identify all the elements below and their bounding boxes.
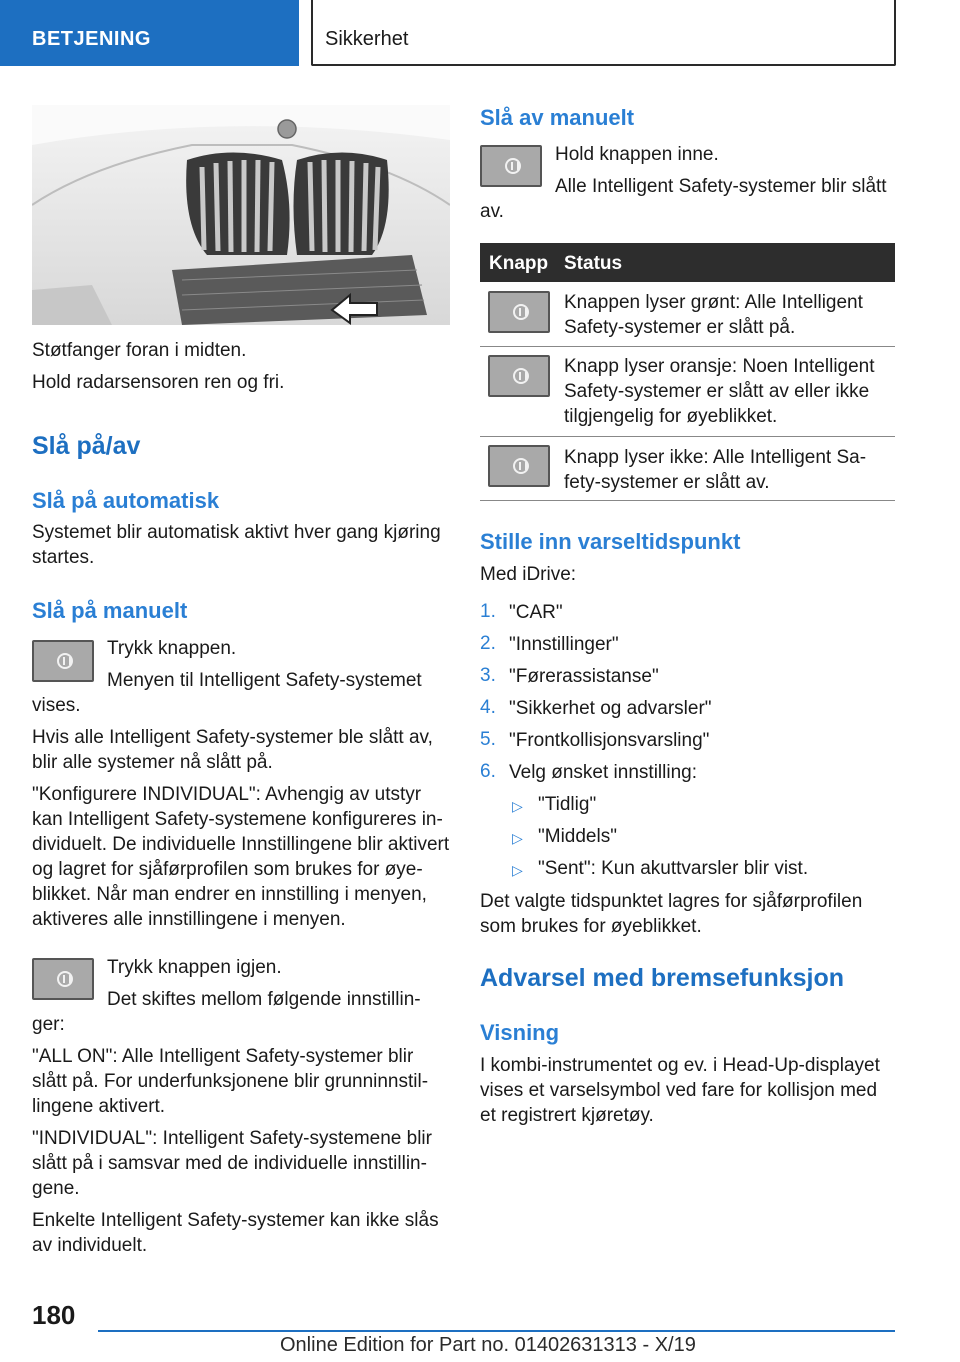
table-divider bbox=[480, 500, 895, 501]
table-row3-line1: Knapp lyser ikke: Alle Intelligent Sa- bbox=[564, 447, 867, 468]
safety-button-orange-image bbox=[488, 355, 550, 397]
cfg-text-line4: og lagret for sjåførprofilen som brukes for øye- bbox=[32, 859, 423, 880]
car-front-image bbox=[32, 105, 450, 325]
cfg-text-line2: kan Intelligent Safety-systemene konfigureres in- bbox=[32, 809, 443, 830]
press-text: Trykk knappen. bbox=[107, 638, 237, 659]
table-divider bbox=[480, 436, 895, 437]
safety-button-green-image bbox=[488, 291, 550, 333]
individual-text-line3: gene. bbox=[32, 1178, 80, 1199]
heading-brake-warning: Advarsel med bremsefunksjon bbox=[480, 964, 845, 992]
allon-text-line3: lingene aktivert. bbox=[32, 1096, 166, 1117]
section-title: BETJENING bbox=[32, 28, 151, 50]
table-row3-line2: fety-systemer er slått av. bbox=[564, 472, 770, 493]
heading-manual-off: Slå av manuelt bbox=[480, 105, 635, 130]
heading-warning-time: Stille inn varseltidspunkt bbox=[480, 529, 741, 554]
caption-bumper: Støtfanger foran i midten. bbox=[32, 340, 247, 361]
safety-button-icon bbox=[513, 368, 529, 384]
safety-button-image bbox=[32, 958, 94, 1000]
safety-button-off-image bbox=[488, 445, 550, 487]
step-number: 5. bbox=[480, 729, 496, 750]
chapter-tab bbox=[311, 0, 896, 66]
step-text: "Sikkerhet og advarsler" bbox=[509, 698, 712, 719]
footer-edition: Online Edition for Part no. 01402631313 - X/19 bbox=[280, 1334, 696, 1356]
safety-button-icon bbox=[513, 304, 529, 320]
cfg-text-line3: dividuelt. De individuelle Innstillingene blir aktivert bbox=[32, 834, 450, 855]
col-button-header: Knapp bbox=[489, 253, 549, 274]
step-text: "CAR" bbox=[509, 602, 563, 623]
step-text: "Frontkollisjonsvarsling" bbox=[509, 730, 710, 751]
step-number: 3. bbox=[480, 665, 496, 686]
individual-text-line1: "INDIVIDUAL": Intelligent Safety-systemene blir bbox=[32, 1128, 432, 1149]
single-text-line2: av individuelt. bbox=[32, 1235, 148, 1256]
heading-manual-on: Slå på manuelt bbox=[32, 598, 188, 623]
safety-button-icon bbox=[513, 458, 529, 474]
alloff-text-line1: Alle Intelligent Safety-systemer blir slått bbox=[555, 176, 887, 197]
step-text: Velg ønsket innstilling: bbox=[509, 762, 697, 783]
hold-text: Hold knappen inne. bbox=[555, 144, 719, 165]
bullet-triangle-icon: ▷ bbox=[512, 830, 523, 846]
menu-text-line2: vises. bbox=[32, 695, 81, 716]
option-text: "Tidlig" bbox=[538, 794, 597, 815]
table-row2-line1: Knapp lyser oransje: Noen Intelligent bbox=[564, 356, 875, 377]
table-row1-line2: Safety-systemer er slått på. bbox=[564, 317, 796, 338]
menu-text-line1: Menyen til Intelligent Safety-systemet bbox=[107, 670, 422, 691]
footer-divider bbox=[98, 1330, 895, 1332]
step-text: "Førerassistanse" bbox=[509, 666, 659, 687]
cfg-text-line1: "Konfigurere INDIVIDUAL": Avhengig av utstyr bbox=[32, 784, 422, 805]
table-row1-line1: Knappen lyser grønt: Alle Intelligent bbox=[564, 292, 863, 313]
display-text-line3: et registrert kjøretøy. bbox=[480, 1105, 654, 1126]
step-number: 6. bbox=[480, 761, 496, 782]
bullet-triangle-icon: ▷ bbox=[512, 862, 523, 878]
table-row2-line3: tilgjengelig for øyeblikket. bbox=[564, 406, 778, 427]
step-number: 4. bbox=[480, 697, 496, 718]
page-number: 180 bbox=[32, 1300, 76, 1330]
bullet-triangle-icon: ▷ bbox=[512, 798, 523, 814]
heading-display: Visning bbox=[480, 1020, 560, 1045]
display-text-line1: I kombi-instrumentet og ev. i Head-Up-displayet bbox=[480, 1055, 880, 1076]
off-text-line2: blir alle systemer nå slått på. bbox=[32, 752, 273, 773]
heading-auto: Slå på automatisk bbox=[32, 488, 220, 513]
auto-text-line2: startes. bbox=[32, 547, 95, 568]
auto-text-line1: Systemet blir automatisk aktivt hver gang kjøring bbox=[32, 522, 441, 543]
switch-text-line2: ger: bbox=[32, 1014, 65, 1035]
heading-on-off: Slå på/av bbox=[32, 432, 141, 460]
step-number: 2. bbox=[480, 633, 496, 654]
cfg-text-line6: aktiveres alle innstillingene i menyen. bbox=[32, 909, 346, 930]
table-row2-line2: Safety-systemer er slått av eller ikke bbox=[564, 381, 870, 402]
step-number: 1. bbox=[480, 601, 496, 622]
status-table-header bbox=[480, 243, 895, 282]
allon-text-line1: "ALL ON": Alle Intelligent Safety-systemer blir bbox=[32, 1046, 414, 1067]
chapter-title: Sikkerhet bbox=[325, 28, 409, 50]
safety-button-icon bbox=[57, 971, 73, 987]
option-text: "Sent": Kun akuttvarsler blir vist. bbox=[538, 858, 809, 879]
table-divider bbox=[480, 346, 895, 347]
switch-text-line1: Det skiftes mellom følgende innstillin- bbox=[107, 989, 421, 1010]
safety-button-icon bbox=[57, 653, 73, 669]
car-bumper-illustration bbox=[32, 105, 450, 325]
section-tab bbox=[0, 0, 299, 66]
col-status-header: Status bbox=[564, 253, 623, 274]
idrive-text: Med iDrive: bbox=[480, 564, 577, 585]
saved-text-line2: som brukes for øyeblikket. bbox=[480, 916, 702, 937]
caption-radar: Hold radarsensoren ren og fri. bbox=[32, 372, 285, 393]
display-text-line2: vises et varselsymbol ved fare for kollisjon med bbox=[480, 1080, 878, 1101]
option-text: "Middels" bbox=[538, 826, 617, 847]
safety-button-image bbox=[32, 640, 94, 682]
individual-text-line2: slått på i samsvar med de individuelle innstillin- bbox=[32, 1153, 427, 1174]
alloff-text-line2: av. bbox=[480, 201, 504, 222]
safety-button-image bbox=[480, 145, 542, 187]
off-text-line1: Hvis alle Intelligent Safety-systemer ble slått av, bbox=[32, 727, 433, 748]
single-text-line1: Enkelte Intelligent Safety-systemer kan ikke slås bbox=[32, 1210, 439, 1231]
cfg-text-line5: blikket. Når man endrer en innstilling i menyen, bbox=[32, 884, 427, 905]
press-again-text: Trykk knappen igjen. bbox=[107, 957, 282, 978]
safety-button-icon bbox=[505, 158, 521, 174]
saved-text-line1: Det valgte tidspunktet lagres for sjåførprofilen bbox=[480, 891, 863, 912]
allon-text-line2: slått på. For underfunksjonene blir grunninnstil- bbox=[32, 1071, 429, 1092]
step-text: "Innstillinger" bbox=[509, 634, 619, 655]
